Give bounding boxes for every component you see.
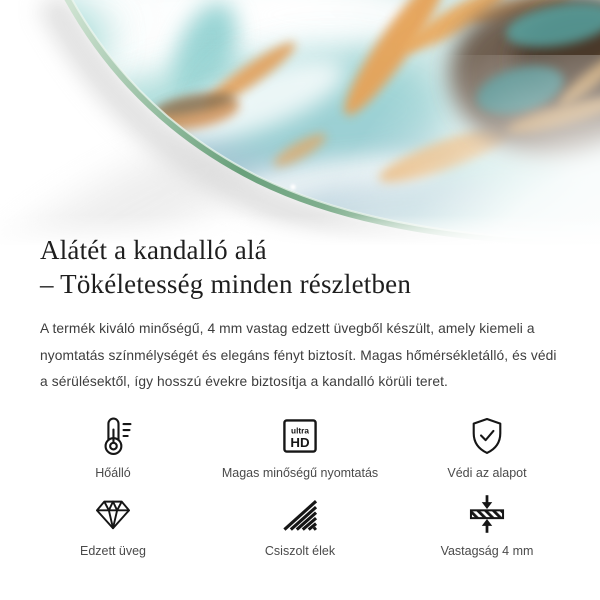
feature-polished-edges bbox=[198, 492, 402, 558]
product-description: A termék kiváló minőségű, 4 mm vastag edzett üvegből készült, amely kiemeli a nyomtatás színmélységét és elegáns fényt biztosít. Magas hőmérsékletálló, és védi a sérülésektől, így hosszú évekre biztosítja a kandalló körüli teret. bbox=[40, 321, 557, 389]
page-title-line1: Alátét a kandalló alá bbox=[40, 235, 267, 265]
feature-label: Magas minőségű nyomtatás bbox=[221, 465, 379, 480]
feature-tempered-glass bbox=[28, 492, 198, 558]
diamond-icon bbox=[91, 492, 135, 536]
thickness-icon bbox=[465, 492, 509, 536]
product-description-section bbox=[0, 233, 600, 396]
glass-mat-illustration bbox=[0, 0, 600, 245]
feature-grid bbox=[28, 414, 572, 558]
feature-label: Hőálló bbox=[95, 465, 131, 480]
feature-label: Védi az alapot bbox=[447, 465, 527, 480]
feature-ultra-hd-print bbox=[198, 414, 402, 480]
feature-heat-resistant bbox=[28, 414, 198, 480]
feature-label: Edzett üveg bbox=[79, 543, 146, 558]
feature-label: Csiszolt élek bbox=[264, 543, 336, 558]
feature-protects-base bbox=[402, 414, 572, 480]
ultra-text: ultra bbox=[291, 426, 309, 436]
feature-label: Vastagság 4 mm bbox=[440, 543, 534, 558]
hd-text: HD bbox=[290, 434, 310, 450]
page-title-line2: – Tökéletesség minden részletben bbox=[40, 269, 412, 299]
polished-edges-icon bbox=[278, 492, 322, 536]
ultra-hd-icon bbox=[278, 414, 322, 458]
shield-check-icon bbox=[465, 414, 509, 458]
page-title bbox=[40, 233, 560, 301]
thermometer-icon bbox=[91, 414, 135, 458]
product-image bbox=[0, 0, 600, 245]
feature-thickness bbox=[402, 492, 572, 558]
